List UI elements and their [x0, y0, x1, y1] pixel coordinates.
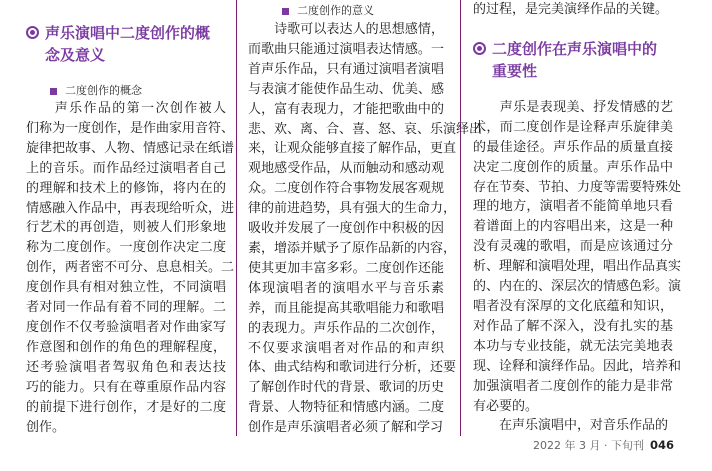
text-line: 创作，两者密不可分、息息相关。二 — [26, 260, 235, 276]
text-line: 声乐是表现美、抒发情感的艺 — [473, 99, 673, 115]
text-line: 而歌曲只能通过演唱表达情感。一 — [248, 41, 444, 57]
section-heading — [473, 38, 673, 82]
heading-line: 二度创作在声乐演唱中的 — [492, 39, 658, 58]
text-line: 加强演唱者二度创作的能力是非常 — [473, 378, 673, 394]
page-footer — [533, 437, 674, 453]
text-line: 行艺术的再创造，则被人们形象地 — [26, 220, 226, 236]
text-line: 没有灵魂的歌唱，而是应该通过分 — [473, 239, 673, 255]
text-line: 首声乐作品，只有通过演唱者演唱 — [248, 61, 444, 77]
text-line: 情感融入作品中，再表现给听众，进 — [26, 200, 235, 216]
heading-text — [492, 38, 657, 82]
page-number: 046 — [649, 438, 674, 452]
text-line: 度创作具有相对独立性，不同演唱 — [26, 280, 226, 296]
text-line: 的最佳途径。声乐作品的质量直接 — [473, 139, 673, 155]
text-line: 来，让观众能够直接了解作品，更直 — [248, 141, 457, 157]
text-line: 使其更加丰富多彩。二度创作还能 — [248, 260, 444, 276]
text-line: 旋律把故事、人物、情感记录在纸谱 — [26, 140, 235, 156]
text-line: 众。二度创作符合事物发展客观规 — [248, 181, 444, 197]
heading-line: 重要性 — [492, 61, 538, 80]
text-line: 着谱面上的内容唱出来，这是一种 — [473, 219, 673, 235]
body-text — [473, 0, 673, 20]
column-divider — [460, 0, 461, 436]
text-line: 不仅要求演唱者对作品的和声织 — [248, 340, 444, 356]
text-line: 背景、人物特征和情感内涵。二度 — [248, 400, 444, 416]
subheading-text: 二度创作的概念 — [65, 84, 142, 97]
subheading — [50, 84, 226, 98]
text-line: 与表演才能使作品生动、优美、感 — [248, 81, 444, 97]
text-line: 吸收并发展了一度创作中积极的因 — [248, 221, 444, 237]
column-divider — [236, 0, 237, 436]
issue-date: 2022 年 3 月 · 下旬刊 — [533, 439, 644, 452]
subheading-square-icon — [50, 88, 57, 95]
text-line: 的、内在的、深层次的情感色彩。演 — [473, 279, 682, 295]
text-line: 创作。 — [26, 419, 66, 435]
text-line: 创作是声乐演唱者必须了解和学习 — [248, 420, 444, 436]
text-line: 析、理解和演唱处理，唱出作品真实 — [473, 259, 682, 275]
text-line: 们称为一度创作，是作曲家用音符、 — [26, 120, 235, 136]
heading-bullet-icon — [26, 26, 39, 39]
text-line: 对作品了解不深入，没有扎实的基 — [473, 318, 673, 334]
subheading-square-icon — [282, 8, 289, 15]
text-line: 还考验演唱者驾驭角色和表达技 — [26, 359, 226, 375]
heading-line: 念及意义 — [45, 46, 106, 64]
text-line: 体、曲式结构和歌词进行分析，还要 — [248, 360, 457, 376]
text-line: 观地感受作品，从而触动和感动观 — [248, 161, 444, 177]
subheading — [282, 4, 444, 18]
text-line: 体现演唱者的演唱水平与音乐素 — [248, 280, 444, 296]
column-1 — [26, 0, 235, 437]
text-line: 的前提下进行创作，才是好的二度 — [26, 399, 226, 415]
text-line: 诗歌可以表达人的思想感情， — [248, 22, 444, 37]
text-line: 巧的能力。只有在尊重原作品内容 — [26, 379, 226, 395]
heading-text — [45, 22, 210, 66]
text-line: 在声乐演唱中，对音乐作品的 — [473, 418, 669, 434]
body-text — [248, 20, 483, 438]
heading-bullet-icon — [473, 42, 486, 55]
subheading-text: 二度创作的意义 — [297, 4, 374, 17]
text-line: 存在节奏、节拍、力度等需要特殊处 — [473, 179, 682, 195]
body-text — [26, 99, 235, 437]
text-line: 作意图和创作的角色的理解程度， — [26, 339, 226, 355]
text-line: 上的音乐。而作品经过演唱者自己 — [26, 160, 226, 176]
text-line: 的表现力。声乐作品的二次创作， — [248, 320, 444, 336]
text-line: 悲、欢、离、合、喜、怒、哀、乐演绎出 — [248, 121, 483, 137]
text-line: 唱者没有深厚的文化底蕴和知识， — [473, 298, 673, 314]
text-line: 度创作不仅考验演唱者对作曲家写 — [26, 319, 226, 335]
text-line: 了解创作时代的背景、歌词的历史 — [248, 380, 444, 396]
text-line: 有必要的。 — [473, 398, 539, 414]
text-line: 人，富有表现力，才能把歌曲中的 — [248, 101, 444, 117]
text-line: 理的地方，演唱者不能简单地只看 — [473, 199, 673, 215]
text-line: 者对同一作品有着不同的理解。二 — [26, 300, 226, 316]
column-2 — [248, 0, 483, 438]
text-line: 本功与专业技能，就无法完美地表 — [473, 338, 673, 354]
body-text — [473, 98, 682, 436]
text-line: 术，而二度创作是诠释声乐旋律美 — [473, 119, 673, 135]
heading-line: 声乐演唱中二度创作的概 — [45, 24, 211, 42]
text-line: 素，增添并赋予了原作品新的内容， — [248, 240, 457, 256]
text-line: 声乐作品的第一次创作被人 — [26, 101, 226, 116]
text-line: 称为二度创作。一度创作决定二度 — [26, 240, 226, 256]
text-line: 的过程，是完美演绎作品的关键。 — [473, 2, 669, 17]
column-3 — [473, 0, 682, 436]
text-line: 现、诠释和演绎作品。因此，培养和 — [473, 358, 682, 374]
text-line: 律的前进趋势，具有强大的生命力， — [248, 201, 457, 217]
section-heading — [26, 22, 226, 66]
text-line: 决定二度创作的质量。声乐作品中 — [473, 159, 673, 175]
text-line: 养，而且能提高其歌唱能力和歌唱 — [248, 300, 444, 316]
text-line: 的理解和技术上的修饰，将内在的 — [26, 180, 226, 196]
